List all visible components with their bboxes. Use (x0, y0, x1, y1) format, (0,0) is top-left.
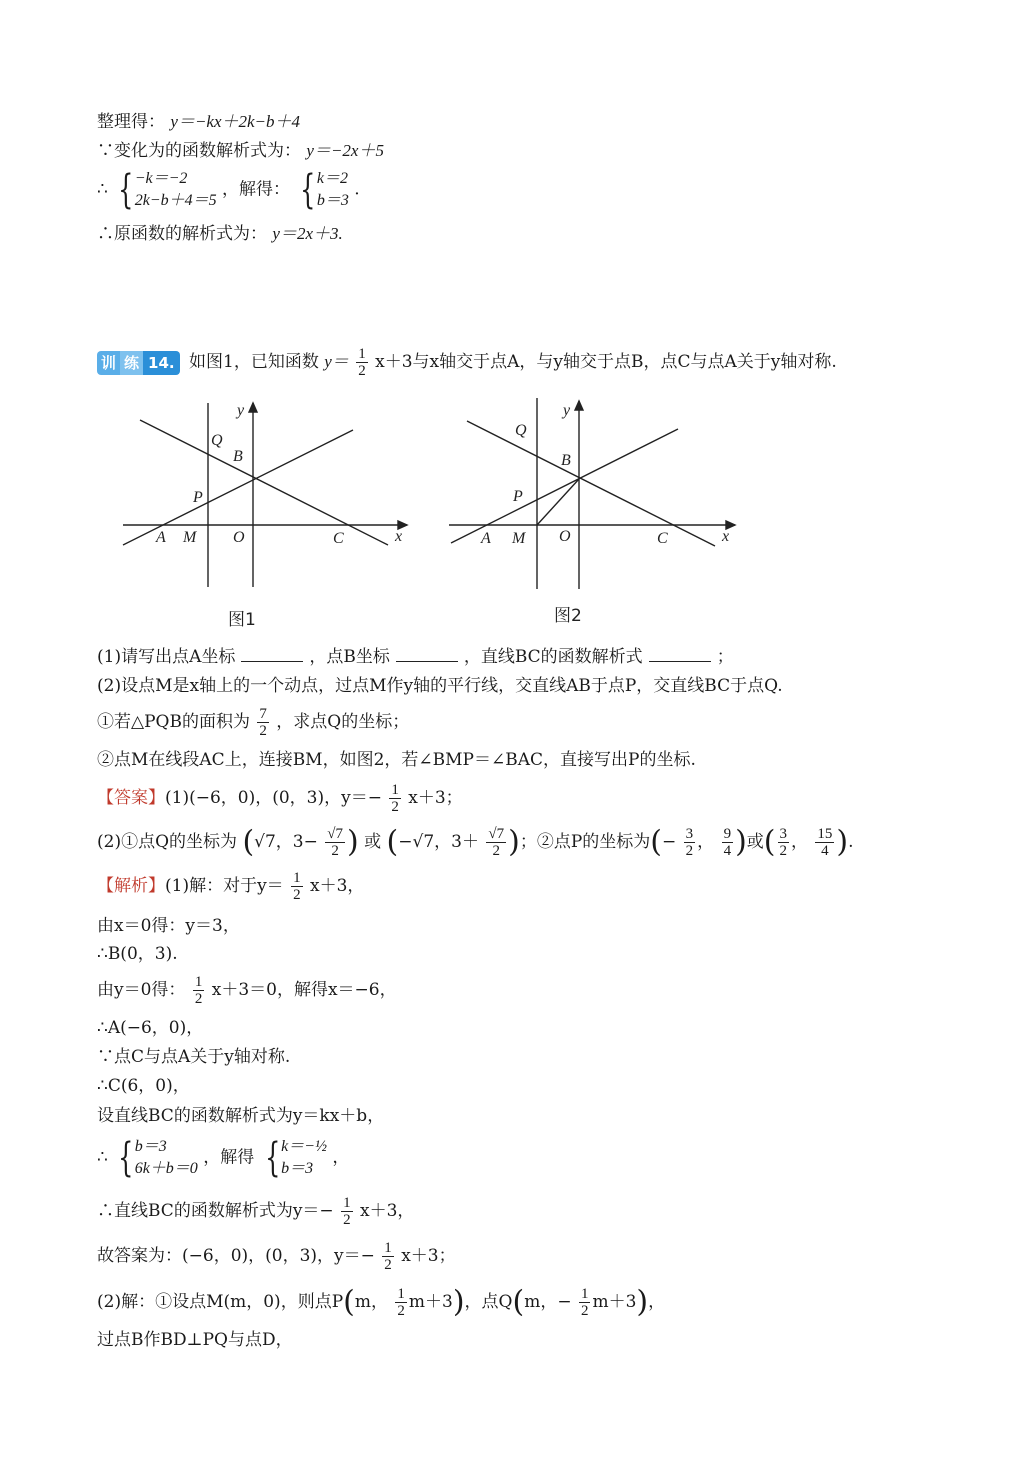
line-bc (140, 420, 388, 545)
text: ∴C(6，0)， (97, 1076, 190, 1096)
line-bc (467, 421, 715, 546)
badge-char: 训 (97, 351, 120, 375)
answer-blank (649, 647, 711, 662)
text: ∵点C与点A关于y轴对称. (97, 1047, 291, 1067)
system-row: k＝−½ (281, 1138, 327, 1155)
figure-1 (115, 395, 415, 595)
numerator: 15 (817, 826, 833, 842)
text: √7，3− (254, 832, 318, 852)
equation-system: { b＝3 6k＋b＝0 (118, 1135, 198, 1181)
text: 或 (364, 832, 382, 852)
system-row: 2k−b＋4＝5 (134, 192, 217, 209)
fraction (291, 870, 303, 903)
question-2-part-1 (97, 704, 409, 740)
therefore: ∴ (97, 179, 108, 200)
label-a: A (481, 530, 491, 547)
text: x＋3与x轴交于点A，与y轴交于点B，点C与点A关于y轴对称. (375, 352, 837, 372)
figure-1-caption: 图1 (228, 610, 256, 630)
text: ；②点P的坐标为 (519, 832, 651, 852)
question-2-part-2 (97, 748, 696, 772)
solution-line-9 (97, 1136, 349, 1180)
text: ∴原函数的解析式为： (97, 224, 267, 244)
answer-tag: 【答案】 (97, 788, 165, 808)
figure-2-caption: 图2 (554, 606, 582, 626)
label-q: Q (211, 432, 223, 449)
denominator: 2 (580, 1303, 589, 1319)
label-b: B (561, 452, 571, 469)
numerator: 1 (293, 870, 301, 886)
text: 或 (746, 832, 764, 852)
fraction (778, 826, 790, 859)
text: 由x＝0得：y＝3， (97, 916, 240, 936)
label-o: O (233, 529, 245, 546)
solution-line-5 (97, 1016, 203, 1040)
answer-line-2: (2)①点Q的坐标为 (√7，3− $\frac{√7}{2}$ ) 或 (−√7，3＋ $\frac{√7}{2}$ )；②点P的坐标为(− $\frac{3}{2}$ ， $\frac{9}{4}$ )或( $\frac{3}{2}$ ， $\frac{15}{4}$ ). (97, 824, 854, 860)
numerator: 1 (194, 974, 203, 990)
text: ，解得： (222, 179, 290, 200)
label-a: A (156, 529, 166, 546)
numerator: 7 (259, 706, 267, 722)
fraction (341, 1195, 353, 1228)
text: ； (716, 647, 734, 667)
label-y: y (237, 402, 245, 419)
fraction (684, 826, 696, 859)
equation: y＝−2x＋5 (306, 141, 384, 160)
solution-line-12: (2)解：①设点M(m，0)，则点P(m， $\frac{1}{2}$ m＋3)，点Q(m，− $\frac{1}{2}$ m＋3)， (97, 1284, 666, 1320)
equation-system: { k＝2 b＝3 (300, 167, 349, 213)
y-axis-arrow (575, 401, 583, 410)
text: ∴B(0，3). (97, 944, 178, 964)
equation-system: { k＝−½ b＝3 (264, 1135, 327, 1181)
system-row: 6k＋b＝0 (134, 1160, 198, 1177)
solution-line-7 (97, 1074, 190, 1098)
text: ，求点Q的坐标； (276, 712, 410, 732)
label-m: M (512, 530, 526, 547)
system-row: k＝2 (316, 170, 348, 187)
numerator: 9 (723, 826, 732, 842)
solution-line-13 (97, 1328, 293, 1352)
text: ②点M在线段AC上，连接BM，如图2，若∠BMP＝∠BAC，直接写出P的坐标. (97, 750, 696, 770)
text: ， (332, 1147, 350, 1168)
question-1 (97, 645, 734, 669)
badge-char: 练 (120, 351, 143, 375)
denominator: 2 (685, 843, 694, 859)
answer-line-1 (97, 780, 463, 816)
text: m＋3 (408, 1292, 453, 1312)
text: x＋3， (310, 876, 365, 896)
text: 如图1，已知函数 (189, 352, 319, 372)
text: ，点Q (464, 1292, 513, 1312)
denominator: 2 (194, 991, 203, 1007)
text: ， (648, 1292, 666, 1312)
top-line-3 (97, 168, 360, 212)
line-ab (451, 429, 678, 543)
solution-line-4 (97, 972, 397, 1008)
denominator: 2 (293, 887, 301, 903)
equation-system: { −k＝−2 2k−b＋4＝5 (118, 167, 217, 213)
text: − (662, 832, 677, 852)
text: (1)请写出点A坐标 (97, 647, 236, 667)
solution-line-8 (97, 1104, 384, 1128)
text: x＋3， (359, 1201, 415, 1221)
label-o: O (559, 528, 571, 545)
numerator: √7 (488, 826, 505, 842)
math: y＝ (324, 352, 349, 371)
solution-line-1 (97, 868, 364, 904)
question-2 (97, 674, 783, 698)
top-line-1 (97, 110, 300, 134)
text: (1)(−6，0)，(0，3)，y＝− (165, 788, 382, 808)
denominator: 4 (821, 843, 829, 859)
figure-2 (443, 393, 743, 593)
label-q: Q (515, 422, 527, 439)
label-x: x (722, 528, 730, 545)
label-b: B (233, 448, 243, 465)
label-c: C (333, 530, 344, 547)
fraction (356, 346, 368, 379)
text: ，直线BC的函数解析式 (463, 647, 643, 667)
text: 过点B作BD⊥PQ与点D， (97, 1330, 293, 1350)
solution-tag: 【解析】 (97, 876, 165, 896)
text: x＋3； (408, 788, 463, 808)
text: m，− (524, 1292, 572, 1312)
fraction (722, 826, 734, 859)
text: ， (697, 832, 715, 852)
numerator: 3 (779, 826, 788, 842)
numerator: √7 (327, 826, 344, 842)
denominator: 2 (391, 799, 399, 815)
text: . (354, 179, 360, 200)
numerator: 1 (580, 1286, 589, 1302)
text: 由y＝0得： (97, 980, 186, 1000)
denominator: 2 (259, 723, 267, 739)
fraction (193, 974, 205, 1007)
text: (2)解：①设点M(m，0)，则点P (97, 1292, 344, 1312)
denominator: 2 (397, 1303, 405, 1319)
text: x＋3； (401, 1246, 456, 1266)
equation: y＝−kx＋2k−b＋4 (170, 112, 301, 131)
numerator: 3 (685, 826, 694, 842)
label-p: P (193, 489, 203, 506)
denominator: 2 (779, 843, 788, 859)
problem-statement (97, 344, 837, 380)
fraction (486, 826, 506, 859)
therefore: ∴ (97, 1147, 108, 1168)
numerator: 1 (391, 782, 399, 798)
fraction (257, 706, 269, 739)
denominator: 2 (331, 843, 339, 859)
text: (2)①点Q的坐标为 (97, 832, 238, 852)
y-axis-arrow (249, 403, 257, 412)
system-row: −k＝−2 (134, 170, 188, 187)
solution-line-11 (97, 1238, 456, 1274)
text: . (848, 832, 854, 852)
text: 整理得： (97, 112, 165, 132)
label-p: P (513, 488, 523, 505)
system-row: b＝3 (281, 1160, 314, 1177)
text: m， (354, 1292, 388, 1312)
denominator: 2 (384, 1257, 392, 1273)
fraction (382, 1240, 394, 1273)
text: ∵变化为的函数解析式为： (97, 141, 301, 161)
solution-line-3 (97, 942, 178, 966)
label-c: C (657, 530, 668, 547)
text: ，点B坐标 (309, 647, 390, 667)
system-row: b＝3 (316, 192, 349, 209)
denominator: 4 (723, 843, 732, 859)
text: ①若△PQB的面积为 (97, 712, 250, 732)
denominator: 2 (358, 363, 366, 379)
label-x: x (395, 528, 403, 545)
denominator: 2 (343, 1212, 351, 1228)
numerator: 1 (397, 1286, 405, 1302)
answer-blank (396, 647, 458, 662)
exercise-badge (97, 351, 180, 375)
text: 设直线BC的函数解析式为y＝kx＋b， (97, 1106, 385, 1126)
fraction (389, 782, 401, 815)
solution-line-2 (97, 914, 240, 938)
top-line-2 (97, 139, 384, 163)
top-line-4 (97, 222, 343, 246)
text: 故答案为：(−6，0)，(0，3)，y＝− (97, 1246, 375, 1266)
system-row: b＝3 (134, 1138, 167, 1155)
fraction (325, 826, 345, 859)
numerator: 1 (384, 1240, 392, 1256)
denominator: 2 (492, 843, 500, 859)
text: (1)解：对于y＝ (165, 876, 284, 896)
solution-line-6 (97, 1045, 290, 1069)
segment-bm (537, 479, 579, 525)
equation: y＝2x＋3. (272, 224, 343, 243)
text: ∴直线BC的函数解析式为y＝− (97, 1201, 334, 1221)
solution-line-10 (97, 1193, 414, 1229)
text: m＋3 (592, 1292, 637, 1312)
badge-number: 14. (143, 351, 180, 375)
text: ， (791, 832, 809, 852)
text: ，解得 (203, 1147, 255, 1168)
fraction (579, 1286, 591, 1319)
text: x＋3＝0，解得x＝−6， (211, 980, 397, 1000)
text: (2)设点M是x轴上的一个动点，过点M作y轴的平行线，交直线AB于点P，交直线BC于点Q. (97, 676, 783, 696)
text: ∴A(−6，0)， (97, 1018, 204, 1038)
numerator: 1 (358, 346, 366, 362)
fraction (395, 1286, 407, 1319)
numerator: 1 (343, 1195, 351, 1211)
text: −√7，3＋ (398, 832, 479, 852)
fraction (815, 826, 834, 859)
answer-blank (241, 647, 303, 662)
label-y: y (563, 402, 571, 419)
label-m: M (183, 529, 197, 546)
